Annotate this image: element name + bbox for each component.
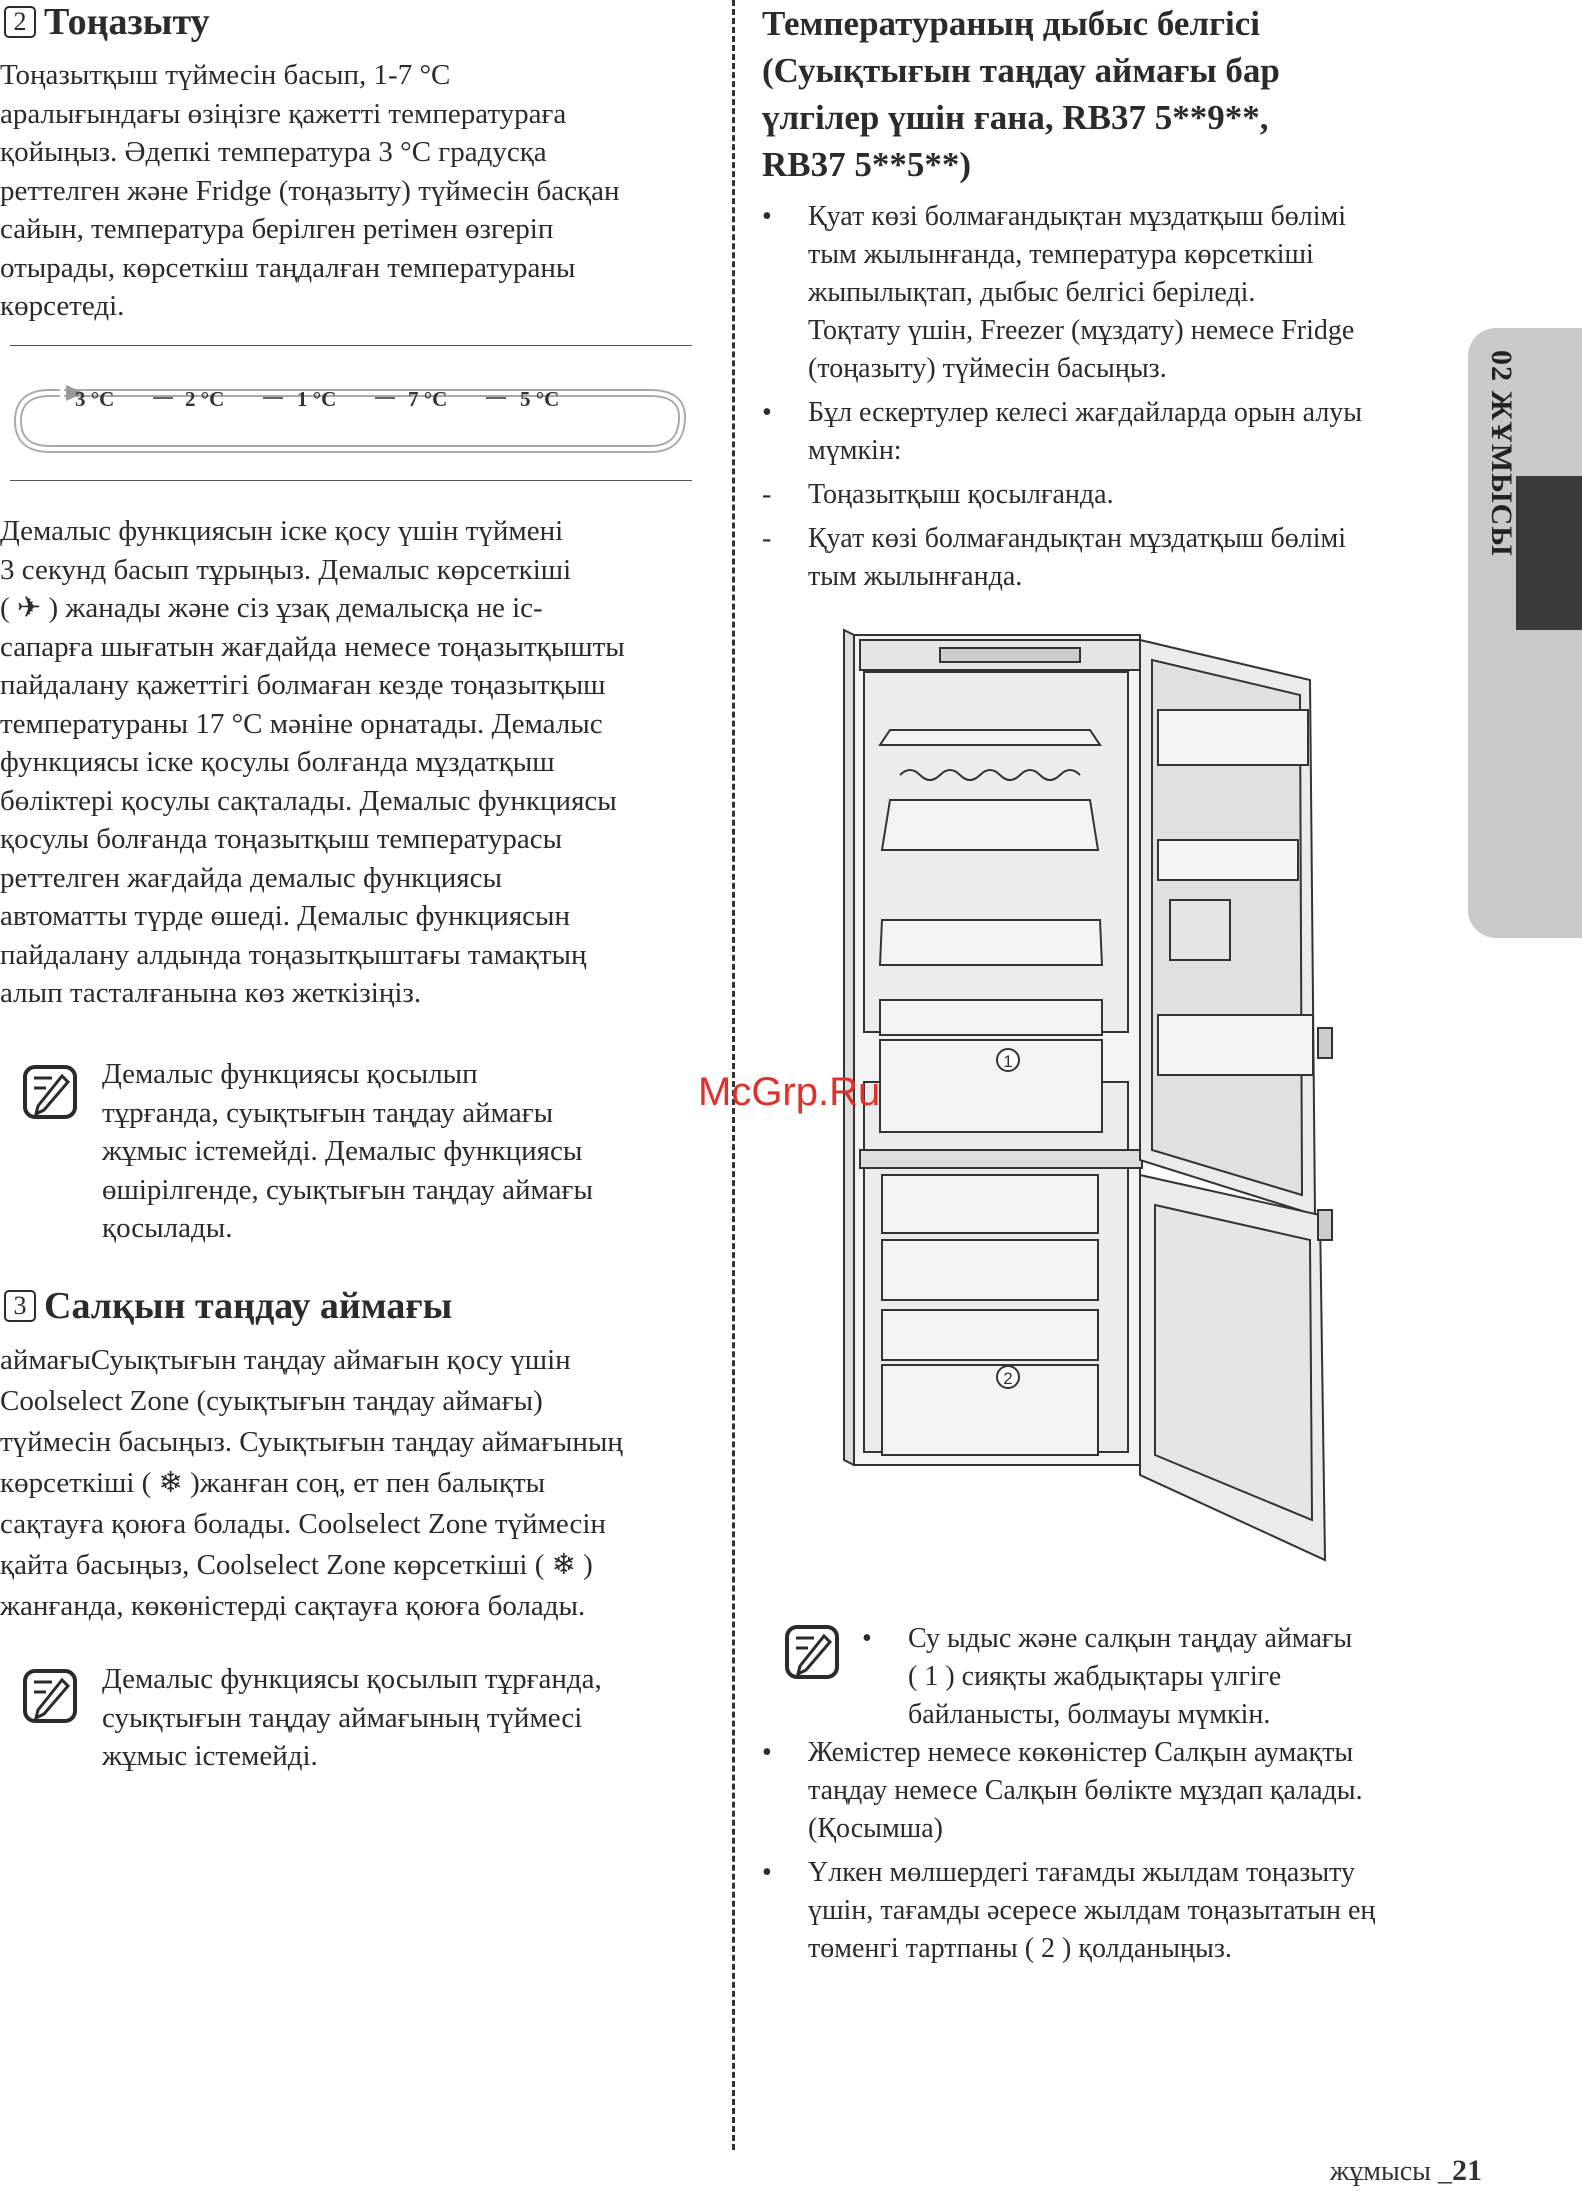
right-heading [762, 0, 1462, 188]
watermark: McGrp.Ru [698, 1070, 881, 1114]
text-line: пайдалану алдында тоңазытқыштағы тамақтың [0, 938, 587, 971]
list-text [808, 198, 1488, 388]
note-icon [22, 1064, 78, 1120]
list-text [808, 1854, 1488, 1968]
list-text [808, 476, 1488, 514]
page-footer [1330, 2154, 1482, 2188]
heading-line: Температураның дыбыс белгісі [762, 4, 1260, 43]
text-line: Coolselect Zone (суықтығын таңдау аймағы) [0, 1385, 543, 1417]
temperature-separator [375, 397, 395, 399]
text-line: аралығындағы өзіңізге қажетті температураға [0, 97, 567, 130]
text-line: ( ✈ ) жанады және сіз ұзақ демалысқа не іс- [0, 592, 543, 624]
list-text-line: жыпылықтап, дыбыс белгісі беріледі. [808, 277, 1256, 308]
text-line: қосулы болғанда тоңазытқыш температурасы [0, 823, 563, 855]
list-marker: - [762, 479, 772, 510]
text-line: бөліктері қосулы сақталады. Демалыс функциясы [0, 784, 617, 817]
text-line: температураны 17 °C мәніне орнатады. Демалыс [0, 707, 603, 740]
note-line: Демалыс функциясы қосылып [102, 1058, 478, 1090]
note-line: Демалыс функциясы қосылып тұрғанда, [102, 1663, 602, 1695]
side-tab-label: 02 ЖҰМЫСЫ [1485, 350, 1518, 557]
temperature-cycle-diagram [10, 373, 692, 453]
list-marker: • [762, 1857, 772, 1888]
list-marker: • [862, 1623, 872, 1654]
text-line: көрсеткіші ( ❄ )жанған соң, ет пен балықты [0, 1467, 546, 1499]
list-text [908, 1620, 1582, 1734]
chapter-side-tab [1468, 328, 1582, 938]
callout-2 [997, 1366, 1019, 1388]
text-line: қайта басыңыз, Coolselect Zone көрсеткіші ( ❄ ) [0, 1549, 593, 1581]
section-2-title: Тоңазыту [44, 1, 210, 43]
svg-text:2: 2 [1003, 1369, 1013, 1388]
section-3-body [0, 1340, 700, 1627]
list-text-line: Жемістер немесе көкөністер Салқын аумақты [808, 1737, 1354, 1768]
note-line: қосылады. [102, 1212, 233, 1244]
temperature-separator [486, 397, 506, 399]
text-line: 3 секунд басып тұрыңыз. Демалыс көрсеткіші [0, 553, 572, 586]
note-line: суықтығын таңдау аймағының түймесі [102, 1701, 583, 1734]
text-line: түймесін басыңыз. Суықтығын таңдау аймағының [0, 1426, 623, 1458]
list-marker: - [762, 523, 772, 554]
list-marker: • [762, 397, 772, 428]
list-text-line: таңдау немесе Салқын бөлікте мұздап қалады. [808, 1775, 1363, 1806]
list-text-line: (тоңазыту) түймесін басыңыз. [808, 353, 1167, 384]
list-item [762, 1854, 1482, 1968]
footer-label: жұмысы _ [1329, 2156, 1452, 2187]
list-item [762, 476, 1482, 514]
heading-line: (Суықтығын таңдау аймағы бар [762, 51, 1280, 90]
list-text-line: байланысты, болмауы мүмкін. [908, 1699, 1271, 1730]
text-line: пайдалану қажеттігі болмаған кезде тоңазытқыш [0, 669, 606, 701]
temperature-step: 7 °C [408, 387, 448, 411]
note-line: жұмыс істемейді. Демалыс функциясы [102, 1135, 583, 1167]
text-line: реттелген және Fridge (тоңазыту) түймесін басқан [0, 174, 620, 207]
section-3-number: 3 [4, 1290, 36, 1322]
text-line: Демалыс функциясын іске қосу үшін түймені [0, 515, 564, 547]
temperature-separator [153, 397, 173, 399]
text-line: алып тасталғанына көз жеткізіңіз. [0, 977, 422, 1009]
list-text-line: мүмкін: [808, 435, 902, 466]
text-line: реттелген жағдайда демалыс функциясы [0, 861, 502, 894]
section-3-heading [4, 1284, 452, 1328]
text-line: сапарға шығатын жағдайда немесе тоңазытқышты [0, 630, 625, 663]
divider-top [10, 345, 692, 346]
list-text-line: тым жылынғанда. [808, 561, 1023, 592]
temperature-step: 3 °C [75, 387, 115, 411]
note-line: тұрғанда, суықтығын таңдау аймағы [102, 1096, 554, 1129]
cycle-arrow-icon [10, 373, 692, 453]
text-line: аймағыСуықтығын таңдау аймағын қосу үшін [0, 1344, 571, 1376]
svg-text:1: 1 [1003, 1052, 1013, 1071]
note-line: өшірілгенде, суықтығын таңдау аймағы [102, 1173, 593, 1206]
temperature-step: 2 °C [185, 387, 225, 411]
heading-line: үлгілер үшін ғана, RB37 5**9**, [762, 98, 1269, 137]
list-item [762, 394, 1482, 470]
list-item [762, 520, 1482, 596]
section-2-body [0, 56, 700, 326]
list-text-line: Қуат көзі болмағандықтан мұздатқыш бөлімі [808, 523, 1346, 554]
list-text-line: тым жылынғанда, температура көрсеткіші [808, 239, 1314, 270]
refrigerator-illustration [840, 620, 1370, 1610]
list-text-line: үшін, тағамды әсересе жылдам тоңазытатын ең [808, 1895, 1376, 1926]
list-text-line: Тоңазытқыш қосылғанда. [808, 479, 1114, 510]
text-line: көрсетеді. [0, 290, 125, 322]
vacation-paragraph [0, 512, 700, 1013]
temperature-separator [263, 397, 283, 399]
temperature-step: 5 °C [520, 387, 560, 411]
text-line: жанғанда, көкөністерді сақтауға қоюға болады. [0, 1590, 586, 1622]
page-number: 21 [1452, 2154, 1482, 2187]
list-item [862, 1620, 1582, 1734]
section-3-title: Салқын таңдау аймағы [44, 1285, 453, 1327]
list-text-line: Су ыдыс және салқын таңдау аймағы [908, 1623, 1353, 1654]
text-line: қойыңыз. Әдепкі температура 3 °C градусқа [0, 136, 547, 168]
text-line: отырады, көрсеткіш таңдалған температураны [0, 251, 576, 284]
list-text-line: Тоқтату үшін, Freezer (мұздату) немесе Fridge [808, 315, 1355, 346]
list-text [808, 1734, 1488, 1848]
side-tab-marker [1516, 476, 1582, 630]
list-text-line: Бұл ескертулер келесі жағдайларда орын алуы [808, 397, 1363, 428]
note-line: жұмыс істемейді. [102, 1740, 318, 1772]
callout-1 [997, 1049, 1019, 1071]
heading-line: RB37 5**5**) [762, 145, 972, 184]
text-line: функциясы іске қосулы болғанда мұздатқыш [0, 746, 555, 778]
list-text [808, 394, 1488, 470]
note-2 [102, 1660, 702, 1776]
text-line: сақтауға қоюға болады. Coolselect Zone түймесін [0, 1508, 606, 1540]
list-text [808, 520, 1488, 596]
section-2-number: 2 [4, 6, 36, 38]
note-1 [102, 1055, 702, 1248]
list-text-line: төменгі тартпаны ( 2 ) қолданыңыз. [808, 1933, 1232, 1964]
list-text-line: Үлкен мөлшердегі тағамды жылдам тоңазыту [808, 1857, 1355, 1888]
temperature-step: 1 °C [297, 387, 337, 411]
list-item [762, 198, 1482, 388]
list-marker: • [762, 201, 772, 232]
text-line: Тоңазытқыш түймесін басып, 1-7 °C [0, 59, 451, 91]
text-line: сайын, температура берілген ретімен өзгеріп [0, 213, 554, 245]
text-line: автоматты түрде өшеді. Демалыс функциясын [0, 900, 571, 932]
list-marker: • [762, 1737, 772, 1768]
list-text-line: Қуат көзі болмағандықтан мұздатқыш бөлімі [808, 201, 1346, 232]
note-icon [22, 1668, 78, 1724]
section-2-heading [4, 0, 210, 44]
note-icon [784, 1624, 840, 1680]
list-text-line: (Қосымша) [808, 1813, 943, 1844]
divider-bottom [10, 480, 692, 481]
list-text-line: ( 1 ) сияқты жабдықтары үлгіге [908, 1661, 1282, 1692]
list-item [762, 1734, 1482, 1848]
